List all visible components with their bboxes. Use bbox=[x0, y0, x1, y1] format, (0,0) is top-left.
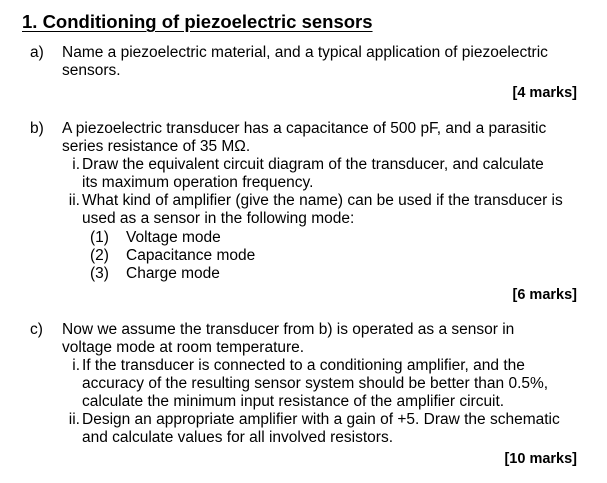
question-a-letter: a) bbox=[30, 44, 44, 61]
section-title: 1. Conditioning of piezoelectric sensors bbox=[22, 11, 373, 32]
sub-number: i. bbox=[72, 357, 80, 374]
sub-number: i. bbox=[72, 156, 80, 173]
sub-number: ii. bbox=[68, 192, 80, 209]
mode-label: Voltage mode bbox=[126, 229, 221, 246]
sub-text bbox=[82, 192, 563, 228]
question-a-marks: [4 marks] bbox=[512, 85, 577, 101]
sub-line: its maximum operation frequency. bbox=[82, 174, 314, 191]
sub-text bbox=[82, 411, 560, 447]
question-b-marks: [6 marks] bbox=[512, 287, 577, 303]
mode-number: (3) bbox=[90, 265, 109, 282]
sub-line: accuracy of the resulting sensor system should be better than 0.5%, bbox=[82, 375, 549, 392]
mode-number: (2) bbox=[90, 247, 109, 264]
question-a-line: sensors. bbox=[62, 62, 121, 79]
sub-text bbox=[82, 156, 544, 192]
mode-label: Charge mode bbox=[126, 265, 220, 282]
sub-line: Design an appropriate amplifier with a gain of +5. Draw the schematic bbox=[82, 411, 560, 428]
question-b-letter: b) bbox=[30, 120, 44, 137]
question-c-line: Now we assume the transducer from b) is operated as a sensor in bbox=[62, 321, 515, 338]
question-a-line: Name a piezoelectric material, and a typical application of piezoelectric bbox=[62, 44, 548, 61]
mode-label: Capacitance mode bbox=[126, 247, 256, 264]
question-c-line: voltage mode at room temperature. bbox=[62, 339, 305, 356]
question-a-text bbox=[62, 44, 587, 80]
mode-item bbox=[90, 247, 255, 265]
question-c-text bbox=[62, 321, 587, 357]
sub-line: What kind of amplifier (give the name) can be used if the transducer is bbox=[82, 192, 563, 209]
sub-number: ii. bbox=[68, 411, 80, 428]
question-c-marks: [10 marks] bbox=[504, 451, 577, 467]
question-b-text bbox=[62, 120, 587, 156]
sub-line: calculate the minimum input resistance of the amplifier circuit. bbox=[82, 393, 505, 410]
question-b-line: series resistance of 35 MΩ. bbox=[62, 138, 251, 155]
question-b-line: A piezoelectric transducer has a capacitance of 500 pF, and a parasitic bbox=[62, 120, 547, 137]
sub-line: used as a sensor in the following mode: bbox=[82, 210, 355, 227]
mode-item bbox=[90, 265, 220, 283]
mode-item bbox=[90, 229, 221, 247]
sub-text bbox=[82, 357, 548, 411]
mode-number: (1) bbox=[90, 229, 109, 246]
sub-line: Draw the equivalent circuit diagram of the transducer, and calculate bbox=[82, 156, 544, 173]
sub-line: and calculate values for all involved resistors. bbox=[82, 429, 394, 446]
sub-line: If the transducer is connected to a conditioning amplifier, and the bbox=[82, 357, 525, 374]
question-c-letter: c) bbox=[30, 321, 43, 338]
